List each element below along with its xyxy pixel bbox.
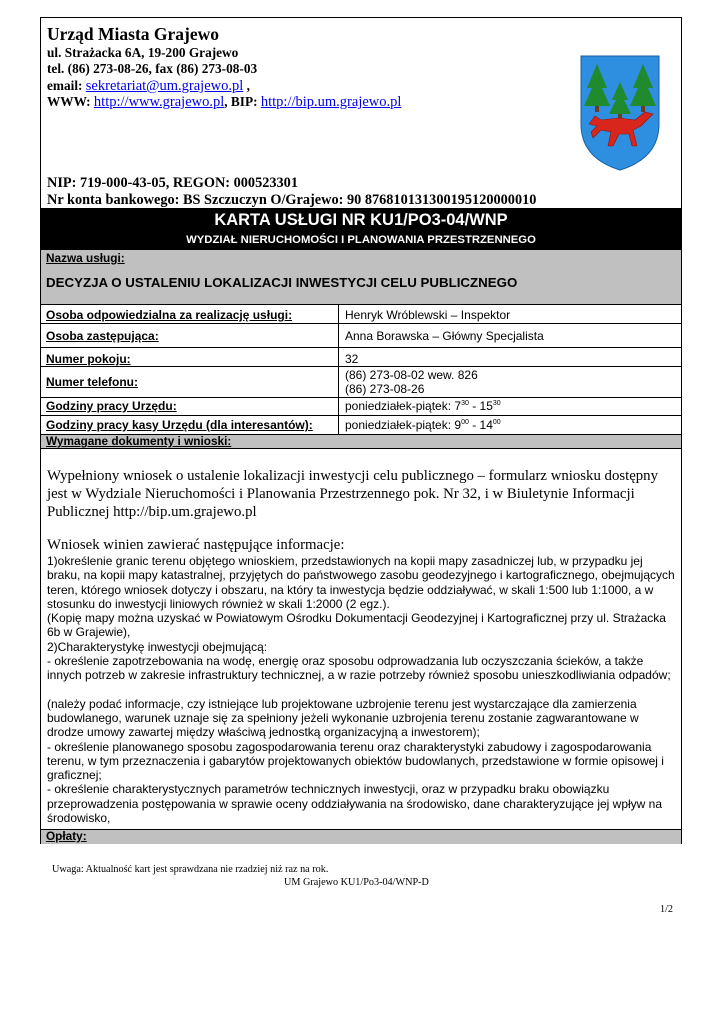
grajewo-coat-of-arms-icon (579, 54, 661, 172)
service-name-section (41, 250, 681, 305)
office-phone: tel. (86) 273-08-26, fax (86) 273-08-03 (47, 61, 258, 77)
office-hours-value: poniedziałek-piątek: $7^{30} - 15^{30}$ (345, 399, 501, 413)
footer-note: Uwaga: Aktualność kart jest sprawdzana nie rzadziej niż raz na rok. (52, 864, 329, 875)
docs-map-note: (Kopię mapy można uzyskać w Powiatowym Ośrodku Dokumentacji Geodezyjnej i Kartograficznej przy ul. Strażacka 6b w Grajewie), (47, 611, 666, 640)
docs-item-2-development: - określenie planowanego sposobu zagospodarowania terenu oraz charakterystyki zabudowy i zagospodarowania terenu, w tym przeznaczenia i gabarytów projektowanych obiektów budowlanych, przedstawione w formie opisowej i graficznej; (47, 739, 664, 783)
service-name: DECYZJA O USTALENIU LOKALIZACJI INWESTYCJI CELU PUBLICZNEGO (46, 275, 518, 290)
footer-document-code: UM Grajewo KU1/Po3-04/WNP-D (284, 877, 429, 888)
card-title-band (41, 208, 681, 250)
service-name-label: Nazwa usługi: (46, 251, 125, 265)
nip-regon: NIP: 719-000-43-05, REGON: 000523301 (47, 175, 298, 191)
www-link[interactable]: http://www.grajewo.pl (93, 94, 225, 111)
room-value: 32 (345, 352, 359, 366)
docs-item-1: 1)określenie granic terenu objętego wnioskiem, przedstawionych na kopii mapy zasadniczej lub, w przypadku jej braku, na kopii mapy katastralnej, przyjętych do państwowego zasobu geodezyjnego i kartograficznego, obejmujących teren, którego wniosek dotyczy i obszaru, na który ta inwestycja będzie oddziaływać, w skali 1:500 lub 1:1000, a w stosunku do inwestycji liniowych również w skali 1:2000 (2 egz.). (47, 554, 675, 611)
responsible-value: Henryk Wróblewski – Inspektor (345, 308, 511, 322)
email-link[interactable]: sekretariat@um.grajewo.pl (85, 77, 244, 94)
office-web-line (47, 94, 547, 110)
info-row-cash-hours (41, 416, 681, 435)
office-header (47, 24, 547, 111)
docs-item-2-parameters: - określenie charakterystycznych parametrów technicznych inwestycji, oraz w przypadku braku obowiązku przeprowadzenia postępowania w sprawie oceny oddziaływania na środowisko, dane charakteryzujące jej wpływ na środowisko, (47, 782, 663, 826)
office-address: ul. Strażacka 6A, 19-200 Grajewo (47, 45, 239, 60)
room-label: Numer pokoju: (46, 352, 131, 366)
responsible-label: Osoba odpowiedzialna za realizację usługi: (46, 308, 293, 322)
cash-hours-value: poniedziałek-piątek: $9^{00} - 14^{00}$ (345, 418, 501, 432)
phone-number-1: (86) 273-08-02 wew. 826 (345, 368, 478, 382)
phone-label: Numer telefonu: (46, 375, 139, 389)
docs-infrastructure-note: (należy podać informacje, czy istniejące lub projektowane uzbrojenie terenu jest wystarczające dla zamierzenia budowlanego, warunek uznaje się za spełniony jeżeli wykonanie uzbrojenia terenu zostanie zagwarantowane w drodze umowy zawartej między właściwą jednostką organizacyjną a inwestorem); (47, 696, 639, 740)
bank-account: Nr konta bankowego: BS Szczuczyn O/Grajewo: 90 87681013130019512000001​0 (47, 192, 537, 208)
info-row-office-hours (41, 398, 681, 416)
required-docs-body (47, 467, 677, 825)
deputy-value: Anna Borawska – Główny Specjalista (345, 329, 544, 343)
docs-item-2: 2)Charakterystykę inwestycji obejmującą: (47, 639, 268, 654)
info-row-phone (41, 367, 681, 398)
bip-label: , BIP: (224, 94, 258, 110)
deputy-label: Osoba zastępująca: (46, 329, 159, 343)
fees-header (41, 829, 681, 844)
info-row-room (41, 348, 681, 367)
docs-intro: Wypełniony wniosek o ustalenie lokalizacji inwestycji celu publicznego – formularz wniosku dostępny jest w Wydziale Nieruchomości i Planowania Przestrzennego pok. Nr 32, i w Biuletynie Informacji Publicznej http://bip.um.grajewo.pl (47, 468, 658, 520)
cash-hours-label: Godziny pracy kasy Urzędu (dla interesantów): (46, 418, 313, 432)
tax-bank-ids (47, 175, 677, 209)
office-name: Urząd Miasta Grajewo (47, 24, 220, 44)
required-docs-label: Wymagane dokumenty i wnioski: (46, 434, 232, 448)
phone-value (345, 368, 478, 396)
bip-link[interactable]: http://bip.um.grajewo.pl (260, 94, 402, 111)
service-card-frame (40, 17, 682, 844)
info-row-responsible (41, 305, 681, 324)
required-docs-header (41, 435, 681, 449)
phone-number-2: (86) 273-08-26 (345, 382, 425, 396)
card-title: KARTA USŁUGI NR KU1/PO3-04/WNP (214, 211, 508, 229)
docs-item-2-water: - określenie zapotrzebowania na wodę, energię oraz sposobu odprowadzania lub oczyszczania ścieków, a także innych potrzeb w zakresie infrastruktury technicznej, a w razie potrzeby również sposobu unieszkodliwiania odpadów; (47, 654, 671, 683)
department-name: WYDZIAŁ NIERUCHOMOŚCI I PLANOWANIA PRZESTRZENNEGO (186, 234, 536, 246)
www-label: WWW: (47, 94, 91, 110)
docs-contents-heading: Wniosek winien zawierać następujące informacje: (47, 537, 345, 553)
office-hours-label: Godziny pracy Urzędu: (46, 399, 177, 413)
office-email-line (47, 78, 547, 94)
email-suffix: , (246, 77, 250, 93)
page-number: 1/2 (660, 904, 674, 915)
fees-label: Opłaty: (46, 829, 87, 843)
info-row-deputy (41, 324, 681, 348)
email-label: email: (47, 77, 83, 93)
